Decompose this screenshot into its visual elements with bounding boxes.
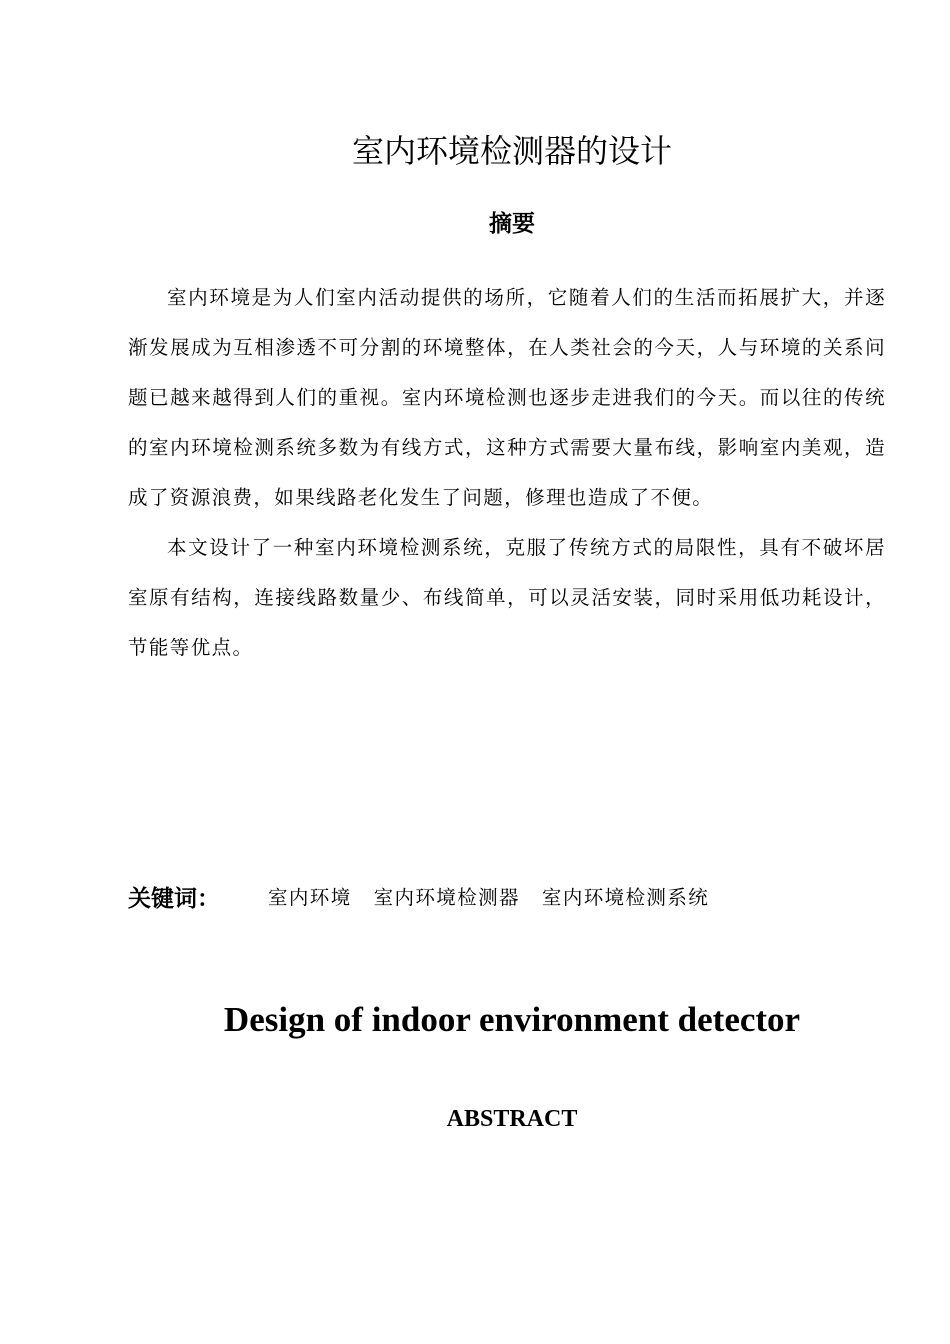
document-title: 室内环境检测器的设计 [351, 132, 672, 170]
keywords-line [128, 876, 731, 916]
keyword: 室内环境检测系统 [541, 886, 710, 909]
keyword: 室内环境检测器 [373, 886, 520, 909]
abstract-heading: 摘要 [489, 211, 535, 237]
abstract-body [128, 273, 886, 673]
keywords-label: 关键词： [128, 885, 220, 912]
english-title: Design of indoor environment detector [223, 1000, 801, 1039]
keyword: 室内环境 [268, 886, 352, 909]
abstract-paragraph: 室内环境是为人们室内活动提供的场所，它随着人们的生活而拓展扩大，并逐渐发展成为互相渗透不可分割的环境整体，在人类社会的今天，人与环境的关系问题已越来越得到人们的重视。室内环境检测也逐步走进我们的今天。而以往的传统的室内环境检测系统多数为有线方式，这种方式需要大量布线，影响室内美观，造成了资源浪费，如果线路老化发生了问题，修理也造成了不便。 [128, 286, 886, 509]
abstract-paragraph: 本文设计了一种室内环境检测系统，克服了传统方式的局限性，具有不破坏居室原有结构，连接线路数量少、布线简单，可以灵活安装，同时采用低功耗设计，节能等优点。 [128, 536, 886, 659]
english-abstract-heading: ABSTRACT [446, 1106, 578, 1132]
